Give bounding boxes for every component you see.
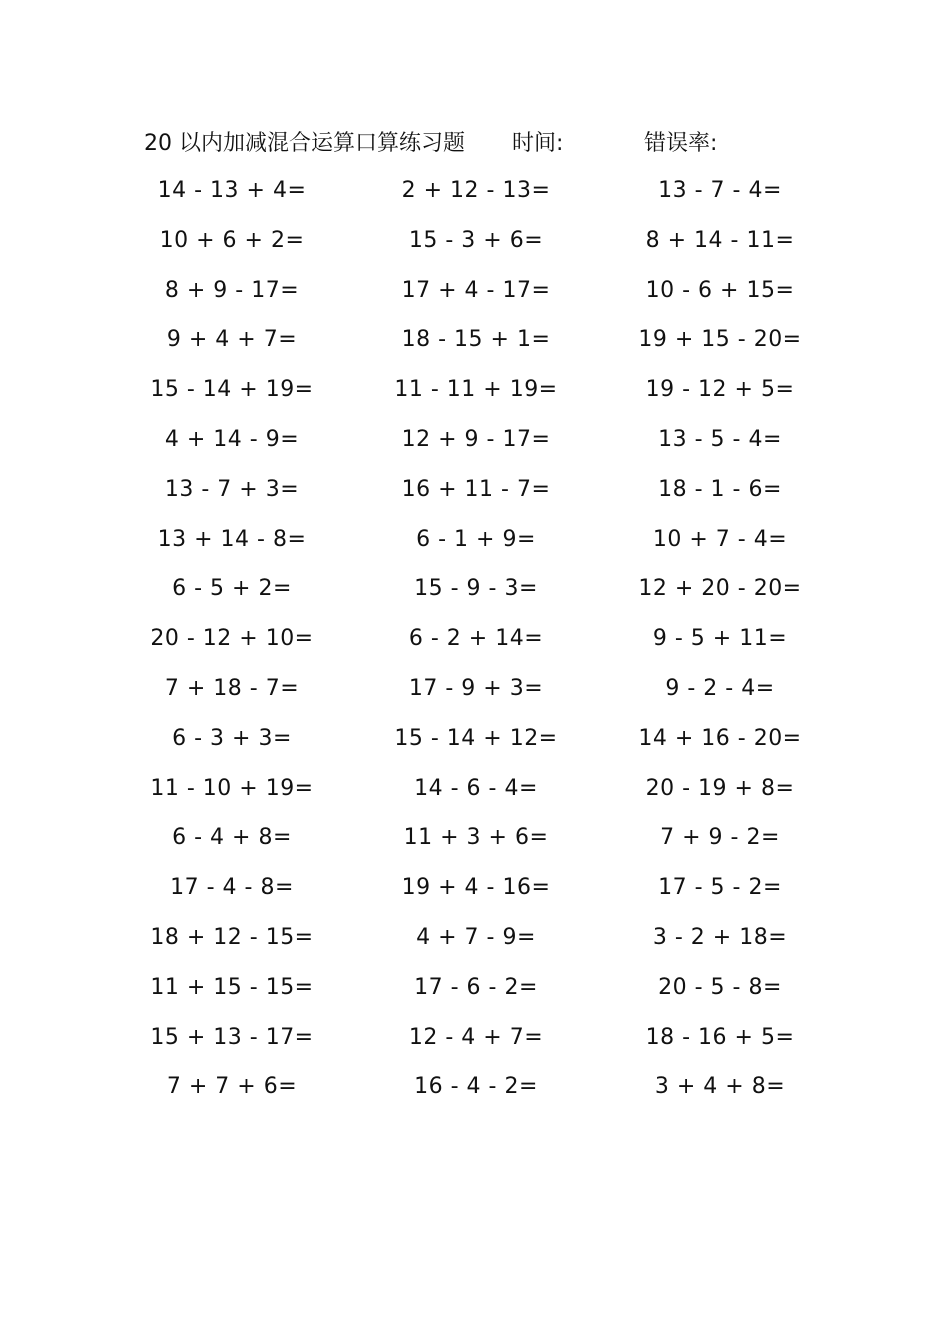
- problem-item: 15 - 14 + 12=: [394, 725, 558, 751]
- problem-item: 4 + 7 - 9=: [416, 924, 536, 950]
- problem-item: 18 + 12 - 15=: [150, 924, 314, 950]
- problem-item: 10 - 6 + 15=: [645, 277, 795, 303]
- problem-item: 6 - 1 + 9=: [416, 526, 536, 552]
- problem-item: 16 + 11 - 7=: [401, 476, 551, 502]
- problem-item: 4 + 14 - 9=: [164, 426, 300, 452]
- problem-item: 9 - 2 - 4=: [665, 675, 775, 701]
- problem-item: 3 - 2 + 18=: [652, 924, 788, 950]
- problem-item: 6 - 2 + 14=: [408, 626, 544, 652]
- problem-item: 17 - 5 - 2=: [658, 875, 782, 901]
- problem-item: 7 + 7 + 6=: [166, 1074, 298, 1100]
- worksheet-title: 20 以内加减混合运算口算练习题: [144, 131, 465, 156]
- problem-item: 9 + 4 + 7=: [166, 327, 298, 353]
- problem-item: 6 - 3 + 3=: [172, 725, 292, 751]
- problem-item: 15 - 9 - 3=: [414, 576, 538, 602]
- problem-item: 13 - 7 + 3=: [164, 476, 300, 502]
- problem-item: 11 + 3 + 6=: [403, 825, 549, 851]
- problem-item: 14 + 16 - 20=: [638, 725, 802, 751]
- time-label: 时间:: [512, 131, 564, 156]
- problem-item: 19 - 12 + 5=: [645, 377, 795, 403]
- problem-item: 17 - 9 + 3=: [408, 675, 544, 701]
- problem-item: 7 + 9 - 2=: [660, 825, 780, 851]
- problem-item: 11 + 15 - 15=: [150, 974, 314, 1000]
- problem-item: 9 - 5 + 11=: [652, 626, 788, 652]
- problem-item: 7 + 18 - 7=: [164, 675, 300, 701]
- problem-item: 12 + 9 - 17=: [401, 426, 551, 452]
- problem-item: 17 - 6 - 2=: [414, 974, 538, 1000]
- problem-item: 12 + 20 - 20=: [638, 576, 802, 602]
- problem-item: 20 - 19 + 8=: [645, 775, 795, 801]
- problem-item: 13 + 14 - 8=: [157, 526, 307, 552]
- problem-item: 11 - 11 + 19=: [394, 377, 558, 403]
- problem-item: 16 - 4 - 2=: [414, 1074, 538, 1100]
- problem-item: 13 - 5 - 4=: [658, 426, 782, 452]
- problem-item: 18 - 16 + 5=: [645, 1024, 795, 1050]
- worksheet-header: [0, 124, 950, 164]
- problem-grid: [0, 166, 950, 1112]
- problem-item: 8 + 14 - 11=: [645, 227, 795, 253]
- problem-item: 17 - 4 - 8=: [170, 875, 294, 901]
- problem-item: 17 + 4 - 17=: [401, 277, 551, 303]
- problem-item: 15 - 3 + 6=: [408, 227, 544, 253]
- problem-item: 20 - 5 - 8=: [658, 974, 782, 1000]
- problem-item: 6 - 4 + 8=: [172, 825, 292, 851]
- problem-item: 14 - 13 + 4=: [157, 178, 307, 203]
- problem-item: 10 + 6 + 2=: [159, 227, 305, 253]
- error-rate-label: 错误率:: [644, 131, 718, 156]
- problem-item: 19 + 4 - 16=: [401, 875, 551, 901]
- problem-item: 8 + 9 - 17=: [164, 277, 300, 303]
- problem-item: 13 - 7 - 4=: [658, 178, 782, 203]
- problem-item: 12 - 4 + 7=: [408, 1024, 544, 1050]
- problem-item: 18 - 1 - 6=: [658, 476, 782, 502]
- problem-item: 18 - 15 + 1=: [401, 327, 551, 353]
- problem-item: 14 - 6 - 4=: [414, 775, 538, 801]
- problem-item: 6 - 5 + 2=: [172, 576, 292, 602]
- problem-item: 19 + 15 - 20=: [638, 327, 802, 353]
- problem-item: 20 - 12 + 10=: [150, 626, 314, 652]
- problem-item: 11 - 10 + 19=: [150, 775, 314, 801]
- problem-item: 15 + 13 - 17=: [150, 1024, 314, 1050]
- problem-item: 15 - 14 + 19=: [150, 377, 314, 403]
- problem-item: 3 + 4 + 8=: [654, 1074, 786, 1100]
- problem-item: 2 + 12 - 13=: [401, 178, 551, 203]
- problem-item: 10 + 7 - 4=: [652, 526, 788, 552]
